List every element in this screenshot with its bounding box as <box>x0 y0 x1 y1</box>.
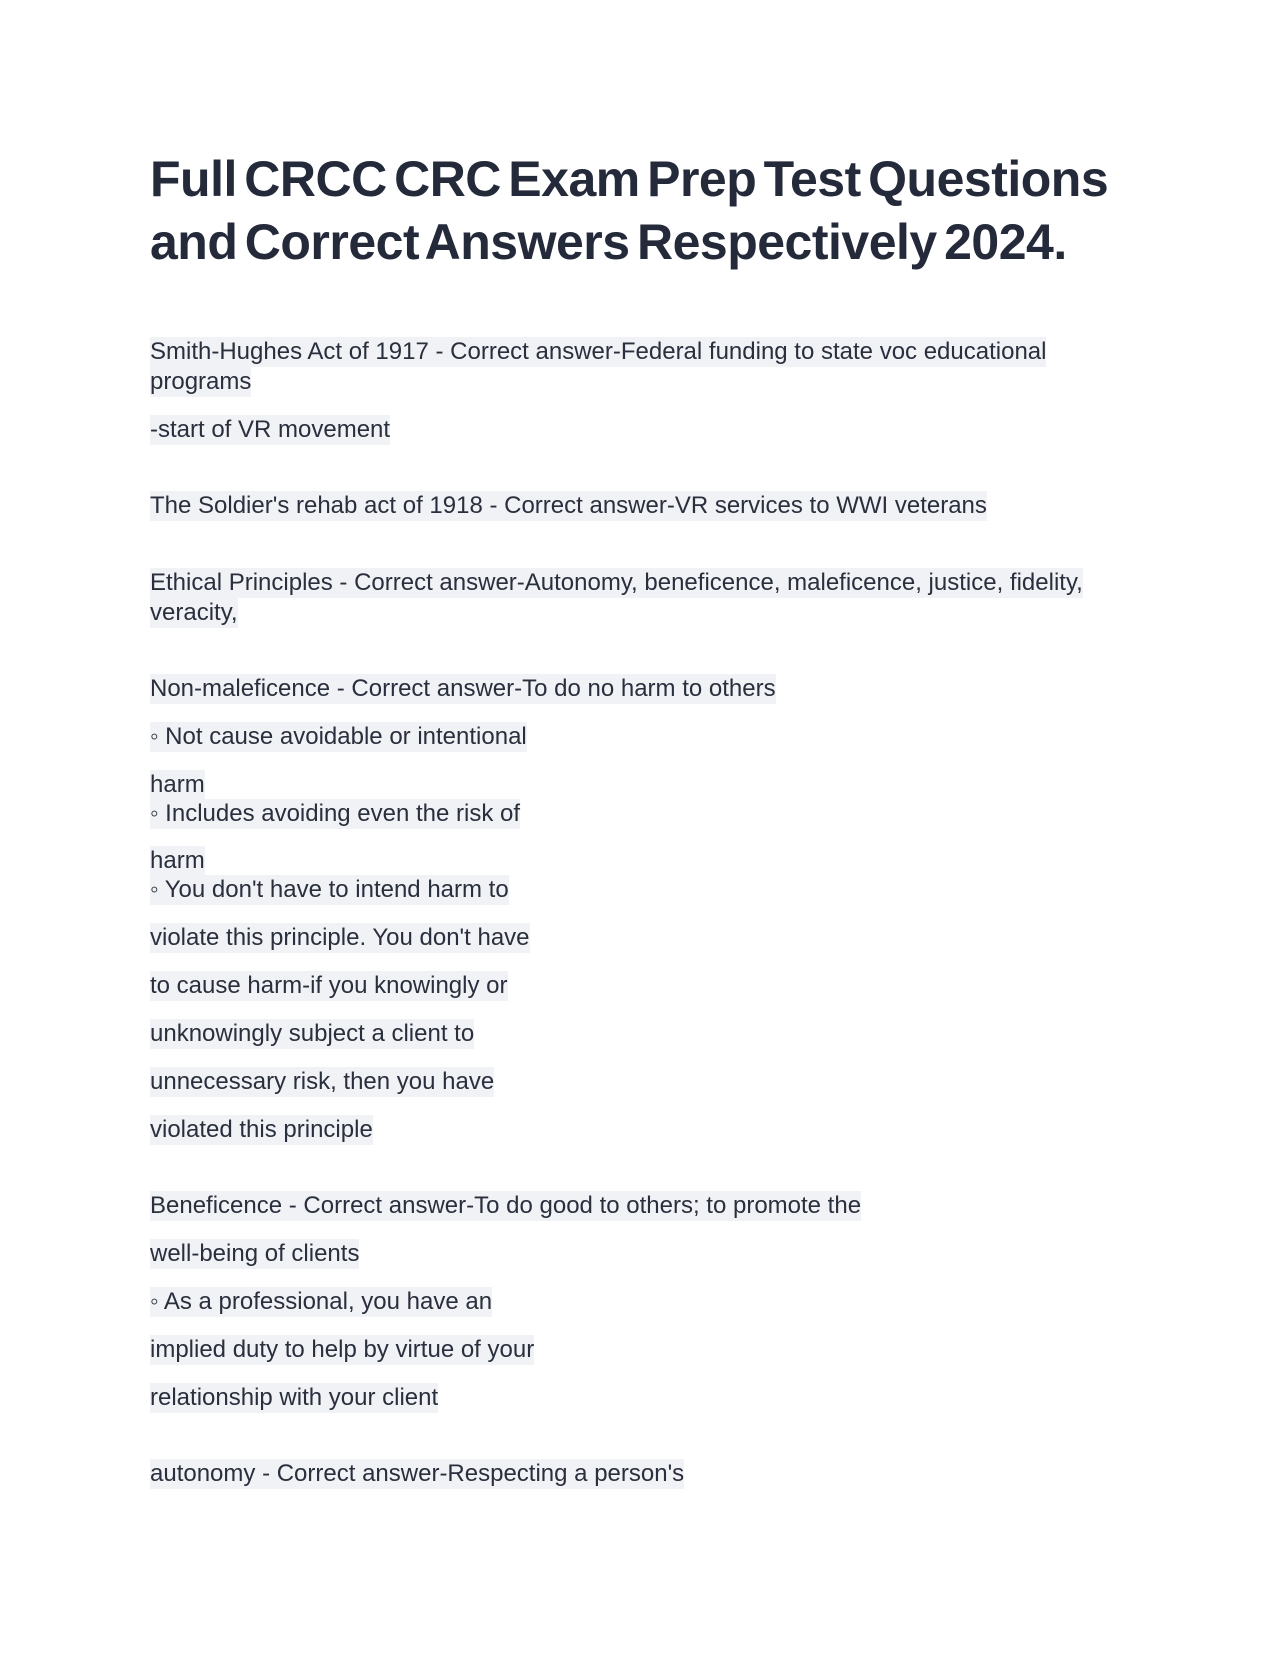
text-line: Non-maleficence - Correct answer-To do no harm to others <box>150 675 776 702</box>
text-line: Beneficence - Correct answer-To do good to others; to promote the <box>150 1192 862 1219</box>
text-line: autonomy - Correct answer-Respecting a person's <box>150 1460 685 1487</box>
text-line: harm <box>150 847 205 874</box>
text-line: ◦ Not cause avoidable or intentional <box>150 723 527 750</box>
text-line: implied duty to help by virtue of your <box>150 1336 535 1363</box>
text-line: programs <box>150 368 252 395</box>
text-line: ◦ As a professional, you have an <box>150 1288 493 1315</box>
text-line: -start of VR movement <box>150 416 391 443</box>
document-title: Full CRCC CRC Exam Prep Test Questions and Correct Answers Respectively 2024. <box>150 151 1109 270</box>
text-line: Smith-Hughes Act of 1917 - Correct answer-Federal funding to state voc educational <box>150 338 1047 365</box>
text-line: relationship with your client <box>150 1384 439 1411</box>
text-line: ◦ Includes avoiding even the risk of <box>150 800 521 827</box>
text-line: Ethical Principles - Correct answer-Autonomy, beneficence, maleficence, justice, fidelity, <box>150 569 1083 596</box>
text-line: unnecessary risk, then you have <box>150 1068 495 1095</box>
text-line: well-being of clients <box>150 1240 360 1267</box>
text-line: veracity, <box>150 599 238 626</box>
text-line: ◦ You don't have to intend harm to <box>150 876 509 903</box>
text-line: violated this principle <box>150 1116 373 1143</box>
text-line: unknowingly subject a client to <box>150 1020 475 1047</box>
text-line: The Soldier's rehab act of 1918 - Correct answer-VR services to WWI veterans <box>150 492 987 519</box>
text-line: to cause harm-if you knowingly or <box>150 972 508 999</box>
text-line: violate this principle. You don't have <box>150 924 530 951</box>
text-line: harm <box>150 771 205 798</box>
